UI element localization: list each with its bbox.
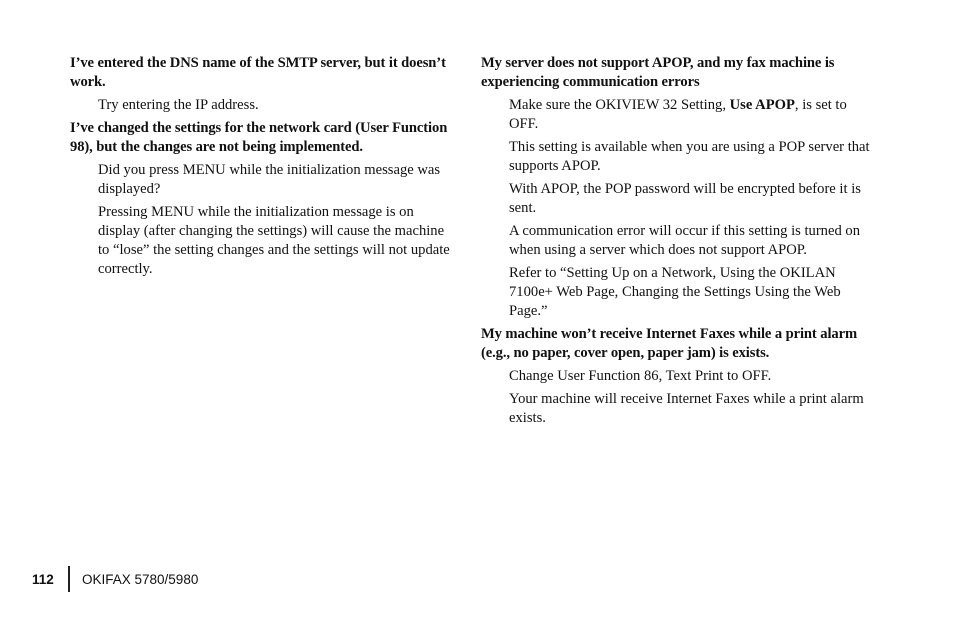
answer-use-apop-pre: Make sure the OKIVIEW 32 Setting,	[509, 97, 730, 113]
left-column	[70, 54, 450, 283]
answer-receive-faxes: Your machine will receive Internet Faxes while a print alarm exists.	[509, 391, 864, 426]
answer-menu-lose-changes: Pressing MENU while the initialization message is on display (after changing the settings) will cause the machine to “lose” the setting changes and the settings will not update correctly.	[98, 204, 450, 277]
answer-refer-web-page: Refer to “Setting Up on a Network, Using the OKILAN 7100e+ Web Page, Changing the Settings Using the Web Page.”	[509, 265, 841, 319]
answer-ip-address: Try entering the IP address.	[98, 97, 259, 113]
answer-press-menu: Did you press MENU while the initialization message was displayed?	[98, 162, 441, 197]
right-column	[481, 54, 876, 432]
answer-use-apop-post: , is set to OFF.	[509, 97, 847, 132]
footer-divider	[68, 566, 70, 592]
question-print-alarm: My machine won’t receive Internet Faxes while a print alarm (e.g., no paper, cover open, paper jam) is exists.	[481, 326, 858, 361]
question-apop: My server does not support APOP, and my fax machine is experiencing communication errors	[481, 55, 835, 90]
answer-communication-error: A communication error will occur if this setting is turned on when using a server which does not support APOP.	[509, 223, 860, 258]
answer-apop-encrypted: With APOP, the POP password will be encrypted before it is sent.	[509, 181, 861, 216]
setting-use-apop: Use APOP	[729, 97, 795, 113]
answer-user-function-86: Change User Function 86, Text Print to OFF.	[509, 368, 772, 384]
answer-use-apop	[509, 96, 876, 134]
page-number: 112	[32, 571, 54, 587]
question-network-card: I’ve changed the settings for the network card (User Function 98), but the changes are not being implemented.	[70, 120, 448, 155]
answer-apop-available: This setting is available when you are using a POP server that supports APOP.	[509, 139, 870, 174]
product-name: OKIFAX 5780/5980	[82, 571, 199, 587]
page-footer	[32, 566, 198, 592]
question-dns: I’ve entered the DNS name of the SMTP server, but it doesn’t work.	[70, 55, 446, 90]
